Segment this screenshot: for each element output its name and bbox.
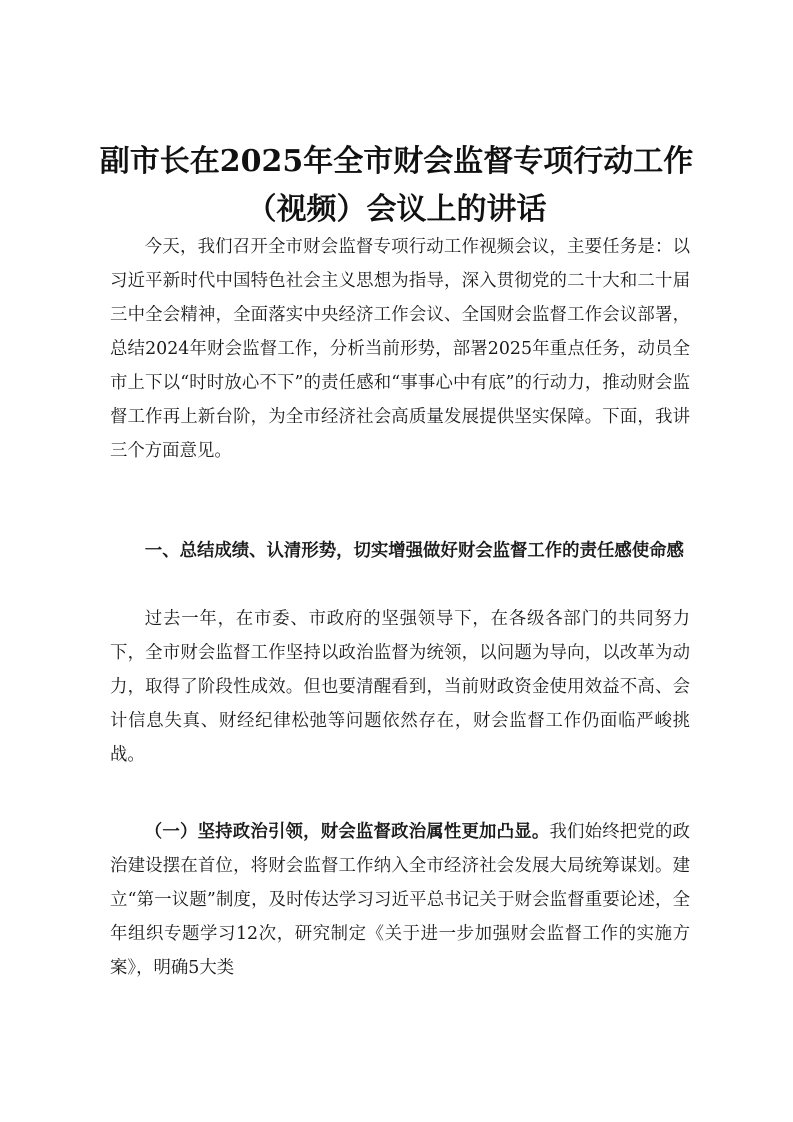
document-title-line-2: （视频）会议上的讲话 (246, 192, 547, 227)
subsection-1-paragraph (110, 815, 690, 985)
section-1-heading: 一、总结成绩、认清形势，切实增强做好财会监督工作的责任感使命感 (144, 541, 684, 561)
subsection-1-heading: （一）坚持政治引领，财会监督政治属性更加凸显。 (144, 822, 550, 842)
section-1-paragraph: 过去一年，在市委、市政府的坚强领导下，在各级各部门的共同努力下，全市财会监督工作坚持以政治监督为统领，以问题为导向，以改革为动力，取得了阶段性成效。但也要清醒看到，当前财政资金使用效益不高、会计信息失真、财经纪律松弛等问题依然存在，财会监督工作仍面临严峻挑战。 (110, 609, 690, 765)
intro-paragraph: 今天，我们召开全市财会监督专项行动工作视频会议，主要任务是：以习近平新时代中国特色社会主义思想为指导，深入贯彻党的二十大和二十届三中全会精神，全面落实中央经济工作会议、全国财会监督工作会议部署，总结2024年财会监督工作，分析当前形势，部署2025年重点任务，动员全市上下以“时时放心不下”的责任感和“事事心中有底”的行动力，推动财会监督工作再上新台阶，为全市经济社会高质量发展提供坚实保障。下面，我讲三个方面意见。 (110, 237, 690, 461)
document-title-line-1: 副市长在2025年全市财会监督专项行动工作 (99, 144, 694, 179)
subsection-1-text: 我们始终把党的政治建设摆在首位，将财会监督工作纳入全市经济社会发展大局统筹谋划。建立“第一议题”制度，及时传达学习习近平总书记关于财会监督重要论述，全年组织专题学习12次，研究制定《关于进一步加强财会监督工作的实施方案》，明确5大类 (110, 822, 690, 978)
